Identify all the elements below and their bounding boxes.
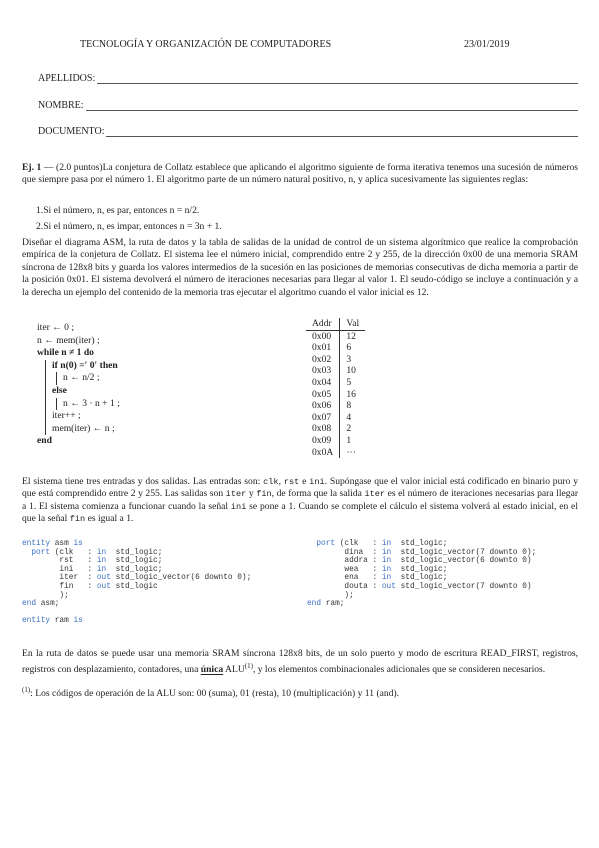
table-row (306, 447, 365, 459)
table-row (306, 400, 365, 412)
addr-cell: 0x07 (306, 412, 340, 424)
footnote-text: : Los códigos de operación de la ALU son: 00 (suma), 01 (resta), 10 (multiplicación) y 11 (and). (30, 688, 400, 700)
surname-label: APELLIDOS: (38, 73, 96, 84)
pseudo-line: iter ← 0 ; (37, 322, 75, 333)
memory-table (306, 318, 365, 458)
addr-cell: 0x05 (306, 389, 340, 401)
signal-ini: ini (309, 477, 325, 487)
io-text: . Supóngase que el valor inicial está codificado en binario puro y que está comprendido entre 2 y 255. Las salidas son (22, 476, 578, 500)
code-line: entity ram is (22, 617, 83, 626)
table-row (306, 377, 365, 389)
footnote-mark: (1) (22, 686, 31, 694)
document-label: DOCUMENTO: (38, 126, 105, 137)
addr-cell: 0x04 (306, 377, 340, 389)
addr-cell: 0x09 (306, 435, 340, 447)
code-line: ena : in std_logic; (307, 574, 448, 583)
datapath-text: , y los elementos combinacionales adicionales que se consideren necesarios. (252, 664, 546, 676)
name-label: NOMBRE: (38, 100, 84, 111)
exercise-intro (22, 162, 578, 187)
pseudo-line: n ← 3 · n + 1 ; (63, 397, 120, 409)
io-text: es el número de iteraciones necesarias para llegar a 1. El sistema comienza a funcionar cuando la señal (22, 488, 579, 512)
unique-emphasis: única (200, 664, 224, 676)
code-line: addra : in std_logic_vector(6 downto 0) (307, 557, 532, 566)
footnote-mark: (1) (244, 662, 253, 671)
code-line: ); (307, 591, 354, 600)
exam-date: 23/01/2019 (464, 39, 510, 50)
val-cell: 10 (346, 365, 356, 377)
signal-iter: iter (364, 489, 386, 500)
signal-fin: fin (256, 489, 272, 500)
signal-rst: rst (283, 477, 300, 487)
signal-clk: clk (263, 477, 279, 487)
code-line: port (clk : in std_logic; (31, 548, 163, 557)
pseudocode (37, 322, 237, 448)
pseudo-line: end (37, 435, 52, 447)
val-cell: 1 (346, 434, 352, 446)
signal-fin: fin (69, 514, 86, 525)
addr-cell: 0x06 (306, 400, 340, 412)
addr-cell: 0x08 (306, 423, 340, 435)
exercise-intro-text: La conjetura de Collatz establece que aplicando el algoritmo siguiente de forma iterativa tenemos una sucesión de números que siempre pasa por el número 1. El algoritmo parte de un número natural positivo, n, y aplica sucesivamente las siguientes reglas: (22, 162, 578, 186)
val-cell: 2 (346, 423, 352, 435)
table-row (306, 330, 365, 342)
code-line: iter : out std_logic_vector(6 downto 0); (22, 574, 252, 583)
datapath-text: En la ruta de datos se puede usar una memoria SRAM síncrona 128x8 bits, de un solo puerto y modo de escritura READ_FIRST, registros, registros con desplazamiento, contadores, una (22, 648, 578, 676)
rule-2: 2.Si el número, n, es impar, entonces n = 3n + 1. (36, 221, 222, 232)
io-description: El sistema tiene tres entradas y dos salidas. Las entradas son: clk, rst e ini. Supóngase que el valor inicial está codificado en binario puro y que está comprendido entre 2 y 255. Las salidas son iter y fin, de forma que la salida iter es el número de iteraciones necesarias para llegar a 1. El sistema comienza a funcionar cuando la señal ini se pone a 1. Cuando se complete el cálculo el sistema volverá al estado inicial, en el que la señal fin es igual a 1. (22, 476, 579, 525)
code-line: douta : out std_logic_vector(7 downto 0) (307, 582, 532, 591)
then-block (56, 372, 237, 385)
signal-ini: ini (230, 501, 247, 512)
table-row (306, 389, 365, 401)
exercise-points: — (2.0 puntos) (41, 162, 103, 173)
pseudo-line: else (52, 384, 67, 396)
code-line: ); (22, 591, 69, 600)
exercise-label: Ej. 1 (22, 162, 42, 173)
table-row (306, 342, 365, 354)
table-row (306, 435, 365, 447)
datapath-text: ALU (223, 664, 245, 676)
table-row (306, 365, 365, 377)
io-text: y (246, 488, 257, 500)
table-row (306, 423, 365, 435)
document-field[interactable] (38, 126, 578, 137)
addr-cell: 0x02 (306, 354, 340, 366)
entity-asm-code (22, 540, 251, 626)
pseudo-line: iter++ ; (52, 410, 81, 422)
val-cell: 12 (346, 330, 356, 342)
code-line: rst : in std_logic; (22, 557, 163, 566)
code-line (22, 609, 251, 618)
while-body (45, 360, 237, 436)
addr-cell: 0x03 (306, 365, 340, 377)
pseudo-line: if n(0) =′ 0′ then (52, 359, 118, 371)
else-block (56, 398, 237, 411)
code-line: end asm; (22, 600, 60, 609)
code-line: ini : in std_logic; (22, 565, 163, 574)
pseudo-line: while n ≠ 1 do (37, 347, 94, 359)
val-header: Val (340, 318, 365, 330)
val-cell: 3 (346, 353, 352, 365)
table-row (306, 412, 365, 424)
val-cell: 4 (346, 411, 352, 423)
val-cell: 8 (346, 400, 352, 412)
io-text: es igual a 1. (85, 513, 134, 525)
addr-cell: 0x01 (306, 342, 340, 354)
addr-cell: 0x00 (306, 330, 340, 342)
task-description: Diseñar el diagrama ASM, la ruta de datos y la tabla de salidas de la unidad de control de un sistema algorítmico que realice la comprobación empírica de la conjetura de Collatz. El sistema lee el número inicial, comprendido entre 2 y 255, de la dirección 0x00 de una memoria SRAM síncrona de 128x8 bits y guarda los valores intermedios de la sucesión en las posiciones de memorias consecutivas de dicha memoria a partir de la posición 0x01. El sistema devolverá el número de iteraciones necesarias para llegar al valor 1. El seudo-código se incluye a continuación y a la derecha un ejemplo del contenido de la memoria tras ejecutar el algoritmo cuando el valor inicial es 12. (22, 237, 578, 298)
addr-cell: 0x0A (306, 447, 340, 459)
code-line: fin : out std_logic (22, 582, 158, 591)
rule-1: 1.Si el número, n, es par, entonces n = n/2. (36, 205, 200, 216)
val-cell: 5 (346, 376, 352, 388)
io-text: El sistema tiene tres entradas y dos salidas. Las entradas son: (22, 476, 264, 487)
code-line: port (clk : in std_logic; (316, 540, 448, 548)
table-header-row (306, 318, 365, 330)
table-row (306, 354, 365, 366)
code-line: dina : in std_logic_vector(7 downto 0); (307, 548, 537, 557)
surname-field[interactable] (38, 73, 578, 84)
val-cell: 6 (346, 342, 352, 354)
alu-footnote (22, 684, 578, 701)
name-field[interactable] (38, 100, 578, 111)
pseudo-line: n ← n/2 ; (63, 372, 100, 384)
pseudo-line: mem(iter) ← n ; (52, 422, 115, 434)
io-text: se pone a 1. Cuando se complete el cálculo el sistema volverá al estado inicial, en el que la señal (22, 500, 578, 525)
addr-header: Addr (306, 318, 340, 330)
code-line: wea : in std_logic; (307, 565, 448, 574)
val-cell: ··· (346, 446, 356, 458)
pseudo-line: n ← mem(iter) ; (37, 334, 100, 346)
signal-iter: iter (225, 489, 247, 500)
datapath-description (22, 648, 578, 677)
io-text: , de forma que la salida (271, 488, 365, 500)
code-line: end ram; (307, 600, 345, 609)
code-line: entity asm is (22, 540, 83, 548)
entity-ram-code (307, 540, 536, 609)
val-cell: 16 (346, 388, 356, 400)
course-title: TECNOLOGÍA Y ORGANIZACIÓN DE COMPUTADORES (80, 39, 332, 50)
